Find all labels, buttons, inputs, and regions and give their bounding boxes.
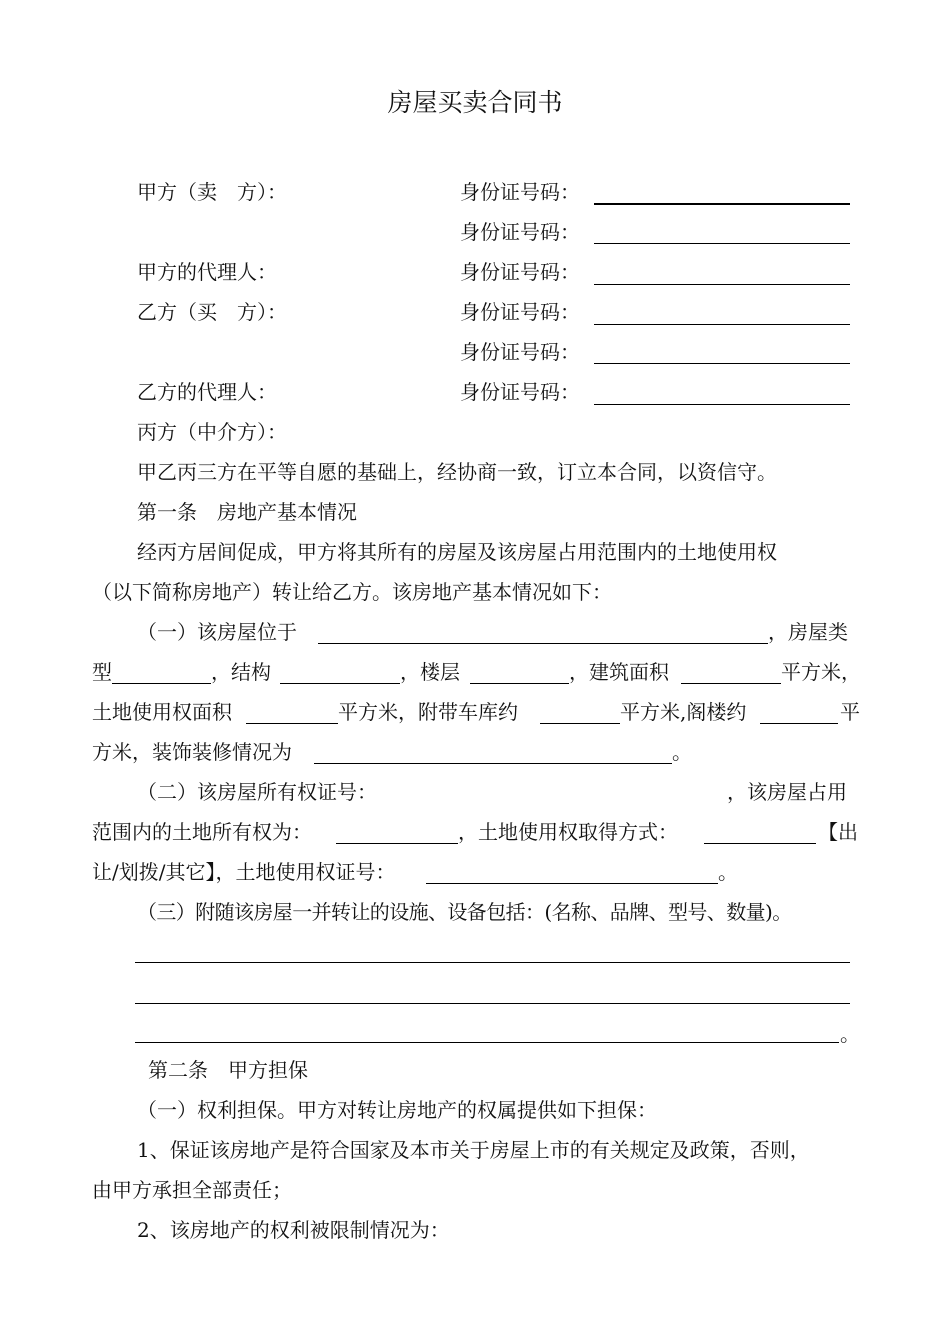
structure-line[interactable] <box>280 683 400 684</box>
house-type-line[interactable] <box>112 683 211 684</box>
attic-line[interactable] <box>760 723 838 724</box>
floor-line[interactable] <box>470 683 569 684</box>
house-type-label-b: 型 <box>92 660 112 684</box>
seller-id-label-2: 身份证号码： <box>460 220 580 244</box>
floor-label: ，楼层 <box>400 660 460 684</box>
decor-line[interactable] <box>314 763 672 764</box>
acquire-options-b: 让/划拨/其它】，土地使用权证号： <box>92 860 396 884</box>
land-area-label: 土地使用权面积 <box>92 700 232 724</box>
building-area-label: ，建筑面积 <box>569 660 669 684</box>
article2-item1: （一）权利担保。甲方对转让房地产的权属提供如下担保： <box>137 1098 657 1122</box>
attic-label: 平方米,阁楼约 <box>620 700 747 724</box>
buyer-id-line[interactable] <box>594 324 850 325</box>
seller-label: 甲方（卖 方）： <box>137 180 287 204</box>
article1-heading: 第一条 房地产基本情况 <box>137 500 357 524</box>
house-type-label-a: ，房屋类 <box>768 620 848 644</box>
seller-id-line-2[interactable] <box>594 243 850 244</box>
land-cert-line[interactable] <box>426 883 718 884</box>
buyer-label: 乙方（买 方）： <box>137 300 287 324</box>
preamble: 甲乙丙三方在平等自愿的基础上，经协商一致，订立本合同，以资信守。 <box>137 460 777 484</box>
land-area-line[interactable] <box>246 723 338 724</box>
attic-unit-a: 平 <box>840 700 860 724</box>
document-title: 房屋买卖合同书 <box>387 88 563 117</box>
buyer-id-label: 身份证号码： <box>460 300 580 324</box>
article1-intro-line1: 经丙方居间促成，甲方将其所有的房屋及该房屋占用范围内的土地使用权 <box>137 540 777 564</box>
buyer-agent-id-label: 身份证号码： <box>460 380 580 404</box>
article2-p1-line1: 1、保证该房地产是符合国家及本市关于房屋上市的有关规定及政策，否则， <box>137 1138 810 1162</box>
acquire-label: ，土地使用权取得方式： <box>458 820 678 844</box>
intermediary-label: 丙方（中介方）： <box>137 420 287 444</box>
article2-p1-line2: 由甲方承担全部责任； <box>92 1178 292 1202</box>
facilities-line-2[interactable] <box>135 1003 850 1004</box>
facilities-line-3[interactable] <box>135 1042 839 1043</box>
structure-label: ，结构 <box>211 660 271 684</box>
acquire-options-a: 【出 <box>818 820 858 844</box>
building-area-line[interactable] <box>681 683 781 684</box>
buyer-agent-id-line[interactable] <box>594 404 850 405</box>
facilities-line-1[interactable] <box>135 962 850 963</box>
article1-intro-line2: （以下简称房地产）转让给乙方。该房地产基本情况如下： <box>92 580 612 604</box>
occupy-label: ，该房屋占用 <box>727 780 847 804</box>
facilities-label: （三）附随该房屋一并转让的设施、设备包括：(名称、品牌、型号、数量)。 <box>137 900 792 924</box>
garage-line[interactable] <box>540 723 620 724</box>
land-owner-line[interactable] <box>336 843 458 844</box>
seller-id-label: 身份证号码： <box>460 180 580 204</box>
garage-label: 平方米，附带车库约 <box>338 700 518 724</box>
decor-label: 方米，装饰装修情况为 <box>92 740 292 764</box>
acquire-line[interactable] <box>704 843 816 844</box>
article2-heading: 第二条 甲方担保 <box>148 1058 308 1082</box>
seller-agent-id-label: 身份证号码： <box>460 260 580 284</box>
article2-p2: 2、该房地产的权利被限制情况为： <box>137 1218 450 1242</box>
location-line[interactable] <box>318 643 768 644</box>
buyer-id-line-2[interactable] <box>594 363 850 364</box>
seller-id-line[interactable] <box>594 203 850 205</box>
land-cert-end: 。 <box>718 860 738 884</box>
facilities-end: 。 <box>840 1022 860 1046</box>
land-owner-label: 范围内的土地所有权为： <box>92 820 312 844</box>
location-label: （一）该房屋位于 <box>137 620 297 644</box>
seller-agent-label: 甲方的代理人： <box>137 260 277 284</box>
seller-agent-id-line[interactable] <box>594 284 850 285</box>
buyer-id-label-2: 身份证号码： <box>460 340 580 364</box>
buyer-agent-label: 乙方的代理人： <box>137 380 277 404</box>
decor-end: 。 <box>672 740 692 764</box>
ownership-cert-label: （二）该房屋所有权证号： <box>137 780 377 804</box>
building-area-unit: 平方米， <box>781 660 861 684</box>
